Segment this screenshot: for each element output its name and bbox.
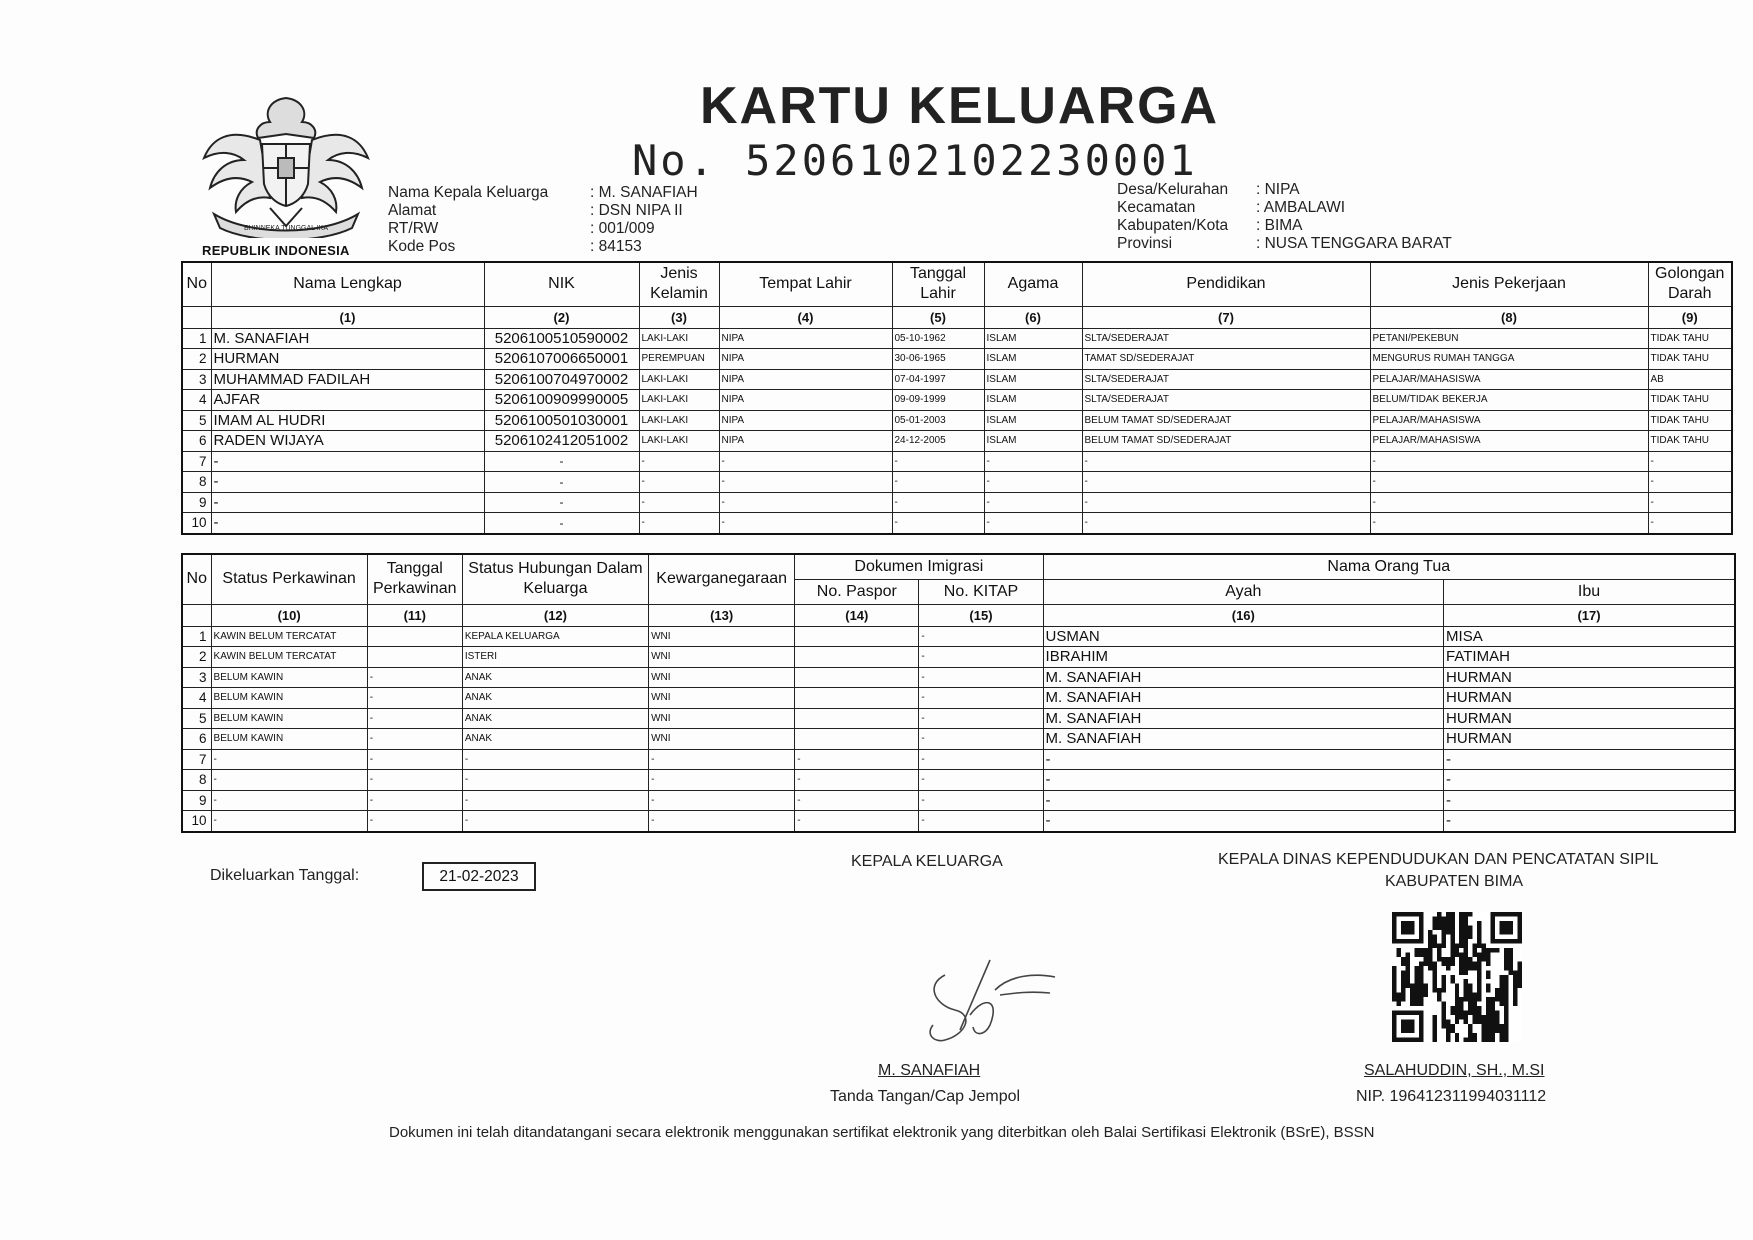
table-row <box>182 626 1735 647</box>
cell-jenis-kelamin: LAKI-LAKI <box>639 328 719 349</box>
table-row <box>182 770 1735 791</box>
cell-status-hubungan: ISTERI <box>462 647 648 668</box>
cell-tanggal-perkawinan: - <box>367 688 462 709</box>
cell-status-perkawinan: BELUM KAWIN <box>211 667 367 688</box>
cell-tanggal-lahir: 09-09-1999 <box>892 390 984 411</box>
header-nama-orang-tua: Nama Orang Tua <box>1043 554 1735 579</box>
cell-tanggal-lahir: - <box>892 513 984 534</box>
cell-status-perkawinan: BELUM KAWIN <box>211 729 367 750</box>
cell-row-no: 10 <box>182 513 211 534</box>
table-row <box>182 667 1735 688</box>
cell-pendidikan: SLTA/SEDERAJAT <box>1082 390 1370 411</box>
head-of-family-caption: Tanda Tangan/Cap Jempol <box>830 1088 1021 1105</box>
cell-tanggal-lahir: 07-04-1997 <box>892 369 984 390</box>
header-jenis-kelamin: Jenis Kelamin <box>639 262 719 306</box>
index-cell: (15) <box>919 604 1043 626</box>
header-status-hubungan: Status Hubungan Dalam Keluarga <box>462 554 648 604</box>
cell-pendidikan: - <box>1082 513 1370 534</box>
header-tanggal-perkawinan: Tanggal Perkawinan <box>367 554 462 604</box>
table-row <box>182 749 1735 770</box>
cell-tanggal-perkawinan <box>367 626 462 647</box>
index-cell: (14) <box>795 604 919 626</box>
cell-row-no: 5 <box>182 410 211 431</box>
cell-pendidikan: BELUM TAMAT SD/SEDERAJAT <box>1082 431 1370 452</box>
index-cell: (2) <box>484 306 639 328</box>
cell-status-hubungan: - <box>462 749 648 770</box>
cell-nik: - <box>484 451 639 472</box>
cell-nik: 5206102412051002 <box>484 431 639 452</box>
cell-agama: ISLAM <box>984 431 1082 452</box>
cell-row-no: 8 <box>182 472 211 493</box>
cell-status-hubungan: ANAK <box>462 688 648 709</box>
cell-tempat-lahir: - <box>719 513 892 534</box>
cell-nik: 5206100510590002 <box>484 328 639 349</box>
table-row <box>182 790 1735 811</box>
table-row <box>182 492 1732 513</box>
cell-ayah: - <box>1043 749 1444 770</box>
cell-tempat-lahir: NIPA <box>719 410 892 431</box>
cell-row-no: 4 <box>182 390 211 411</box>
cell-golongan-darah: TIDAK TAHU <box>1648 410 1732 431</box>
cell-tanggal-lahir: 05-10-1962 <box>892 328 984 349</box>
cell-ayah: M. SANAFIAH <box>1043 729 1444 750</box>
cell-row-no: 1 <box>182 626 211 647</box>
table-row <box>182 811 1735 832</box>
value-rt-rw: : 001/009 <box>590 220 655 237</box>
cell-jenis-pekerjaan: - <box>1370 513 1648 534</box>
cell-jenis-pekerjaan: MENGURUS RUMAH TANGGA <box>1370 349 1648 370</box>
index-cell: (6) <box>984 306 1082 328</box>
value-nama-kepala-keluarga: : M. SANAFIAH <box>590 184 698 201</box>
index-cell: (10) <box>211 604 367 626</box>
head-of-family-name: M. SANAFIAH <box>878 1062 981 1079</box>
cell-tanggal-perkawinan: - <box>367 770 462 791</box>
index-cell: (8) <box>1370 306 1648 328</box>
cell-nama-lengkap: AJFAR <box>211 390 484 411</box>
cell-agama: ISLAM <box>984 369 1082 390</box>
header-kewarganegaraan: Kewarganegaraan <box>649 554 795 604</box>
cell-tempat-lahir: - <box>719 451 892 472</box>
cell-status-perkawinan: BELUM KAWIN <box>211 688 367 709</box>
document-title: KARTU KELUARGA <box>700 77 1220 135</box>
label-rt-rw: RT/RW <box>388 220 439 237</box>
cell-status-hubungan: KEPALA KELUARGA <box>462 626 648 647</box>
cell-status-hubungan: ANAK <box>462 708 648 729</box>
cell-no-kitap: - <box>919 749 1043 770</box>
index-cell: (12) <box>462 604 648 626</box>
index-cell: (7) <box>1082 306 1370 328</box>
label-nama-kepala-keluarga: Nama Kepala Keluarga <box>388 184 549 201</box>
cell-jenis-kelamin: - <box>639 492 719 513</box>
index-cell-blank <box>182 306 211 328</box>
cell-no-kitap: - <box>919 667 1043 688</box>
label-provinsi: Provinsi <box>1117 235 1173 252</box>
cell-kewarganegaraan: - <box>649 770 795 791</box>
cell-row-no: 2 <box>182 349 211 370</box>
table-row <box>182 431 1732 452</box>
cell-tanggal-perkawinan <box>367 647 462 668</box>
e-signature-disclaimer: Dokumen ini telah ditandatangani secara elektronik menggunakan sertifikat elektronik yang diterbitkan oleh Balai Sertifikasi Elektronik (BSrE), BSSN <box>389 1124 1375 1141</box>
cell-ibu: MISA <box>1444 626 1735 647</box>
cell-jenis-pekerjaan: PELAJAR/MAHASISWA <box>1370 410 1648 431</box>
value-alamat: : DSN NIPA II <box>590 202 683 219</box>
signature-icon <box>915 955 1065 1055</box>
index-cell: (13) <box>649 604 795 626</box>
cell-status-perkawinan: - <box>211 770 367 791</box>
cell-row-no: 6 <box>182 431 211 452</box>
cell-row-no: 3 <box>182 369 211 390</box>
table-row <box>182 729 1735 750</box>
cell-nik: - <box>484 513 639 534</box>
cell-no-kitap: - <box>919 790 1043 811</box>
qr-code-icon <box>1392 912 1522 1042</box>
cell-tanggal-perkawinan: - <box>367 708 462 729</box>
cell-row-no: 4 <box>182 688 211 709</box>
cell-ayah: - <box>1043 790 1444 811</box>
family-members-table <box>181 261 1733 535</box>
official-nip: NIP. 196412311994031112 <box>1356 1088 1547 1105</box>
cell-jenis-pekerjaan: - <box>1370 472 1648 493</box>
country-caption: REPUBLIK INDONESIA <box>202 243 350 258</box>
table-row <box>182 708 1735 729</box>
cell-row-no: 3 <box>182 667 211 688</box>
cell-jenis-pekerjaan: - <box>1370 451 1648 472</box>
cell-row-no: 7 <box>182 749 211 770</box>
head-of-family-title: KEPALA KELUARGA <box>851 853 1003 870</box>
cell-tanggal-perkawinan: - <box>367 811 462 832</box>
cell-kewarganegaraan: WNI <box>649 626 795 647</box>
cell-no-paspor: - <box>795 749 919 770</box>
cell-status-perkawinan: - <box>211 749 367 770</box>
cell-ibu: HURMAN <box>1444 667 1735 688</box>
table-row <box>182 410 1732 431</box>
cell-golongan-darah: - <box>1648 492 1732 513</box>
cell-status-hubungan: - <box>462 811 648 832</box>
cell-kewarganegaraan: WNI <box>649 647 795 668</box>
cell-tanggal-lahir: 24-12-2005 <box>892 431 984 452</box>
header-dokumen-imigrasi: Dokumen Imigrasi <box>795 554 1043 579</box>
cell-no-paspor: - <box>795 811 919 832</box>
cell-ibu: HURMAN <box>1444 688 1735 709</box>
cell-agama: ISLAM <box>984 390 1082 411</box>
emblem-motto: BHINNEKA TUNGGAL IKA <box>243 225 329 232</box>
value-kabupaten-kota: : BIMA <box>1256 217 1303 234</box>
cell-status-perkawinan: BELUM KAWIN <box>211 708 367 729</box>
label-kode-pos: Kode Pos <box>388 238 456 255</box>
cell-no-paspor <box>795 667 919 688</box>
cell-tanggal-lahir: 30-06-1965 <box>892 349 984 370</box>
cell-nama-lengkap: IMAM AL HUDRI <box>211 410 484 431</box>
value-desa-kelurahan: : NIPA <box>1256 181 1300 198</box>
cell-tempat-lahir: NIPA <box>719 369 892 390</box>
cell-nik: 5206100704970002 <box>484 369 639 390</box>
marital-parents-table <box>181 553 1736 833</box>
cell-row-no: 10 <box>182 811 211 832</box>
cell-golongan-darah: TIDAK TAHU <box>1648 431 1732 452</box>
cell-tanggal-lahir: - <box>892 451 984 472</box>
header-no-kitap: No. KITAP <box>919 579 1043 604</box>
cell-ayah: IBRAHIM <box>1043 647 1444 668</box>
issued-label: Dikeluarkan Tanggal: <box>210 867 360 884</box>
cell-jenis-pekerjaan: - <box>1370 492 1648 513</box>
cell-tanggal-perkawinan: - <box>367 667 462 688</box>
cell-nik: 5206107006650001 <box>484 349 639 370</box>
cell-status-perkawinan: - <box>211 811 367 832</box>
cell-ayah: - <box>1043 770 1444 791</box>
cell-pendidikan: - <box>1082 451 1370 472</box>
cell-status-perkawinan: - <box>211 790 367 811</box>
cell-status-perkawinan: KAWIN BELUM TERCATAT <box>211 647 367 668</box>
header-tanggal-lahir: Tanggal Lahir <box>892 262 984 306</box>
official-title-line2: KABUPATEN BIMA <box>1385 873 1524 890</box>
cell-no-kitap: - <box>919 729 1043 750</box>
cell-nama-lengkap: - <box>211 492 484 513</box>
cell-tempat-lahir: NIPA <box>719 328 892 349</box>
cell-ibu: - <box>1444 770 1735 791</box>
value-kecamatan: : AMBALAWI <box>1256 199 1346 216</box>
cell-ibu: HURMAN <box>1444 729 1735 750</box>
table-row <box>182 688 1735 709</box>
cell-ibu: FATIMAH <box>1444 647 1735 668</box>
index-cell-blank <box>182 604 211 626</box>
cell-nama-lengkap: RADEN WIJAYA <box>211 431 484 452</box>
cell-tempat-lahir: NIPA <box>719 390 892 411</box>
cell-no-kitap: - <box>919 647 1043 668</box>
cell-ibu: - <box>1444 749 1735 770</box>
cell-tanggal-lahir: 05-01-2003 <box>892 410 984 431</box>
table-row <box>182 647 1735 668</box>
cell-golongan-darah: AB <box>1648 369 1732 390</box>
cell-row-no: 7 <box>182 451 211 472</box>
cell-agama: ISLAM <box>984 349 1082 370</box>
cell-status-hubungan: ANAK <box>462 729 648 750</box>
cell-agama: - <box>984 492 1082 513</box>
cell-jenis-kelamin: - <box>639 472 719 493</box>
cell-golongan-darah: TIDAK TAHU <box>1648 328 1732 349</box>
cell-tanggal-perkawinan: - <box>367 749 462 770</box>
cell-golongan-darah: TIDAK TAHU <box>1648 349 1732 370</box>
cell-pendidikan: TAMAT SD/SEDERAJAT <box>1082 349 1370 370</box>
cell-jenis-kelamin: PEREMPUAN <box>639 349 719 370</box>
table-row <box>182 451 1732 472</box>
table-row <box>182 472 1732 493</box>
cell-tanggal-lahir: - <box>892 472 984 493</box>
cell-golongan-darah: - <box>1648 513 1732 534</box>
cell-no-paspor <box>795 729 919 750</box>
garuda-emblem-icon <box>200 88 372 238</box>
header-no: No <box>182 262 211 306</box>
cell-ibu: - <box>1444 811 1735 832</box>
cell-no-paspor <box>795 708 919 729</box>
cell-row-no: 6 <box>182 729 211 750</box>
cell-no-paspor <box>795 626 919 647</box>
header-jenis-pekerjaan: Jenis Pekerjaan <box>1370 262 1648 306</box>
label-kabupaten-kota: Kabupaten/Kota <box>1117 217 1229 234</box>
cell-nik: 5206100501030001 <box>484 410 639 431</box>
cell-jenis-kelamin: - <box>639 513 719 534</box>
header-ayah: Ayah <box>1043 579 1444 604</box>
cell-no-paspor <box>795 647 919 668</box>
index-cell: (9) <box>1648 306 1732 328</box>
cell-nik: 5206100909990005 <box>484 390 639 411</box>
label-desa-kelurahan: Desa/Kelurahan <box>1117 181 1229 198</box>
left-header-fields <box>388 184 708 256</box>
cell-row-no: 8 <box>182 770 211 791</box>
header-no-paspor: No. Paspor <box>795 579 919 604</box>
cell-agama: - <box>984 472 1082 493</box>
cell-ayah: M. SANAFIAH <box>1043 688 1444 709</box>
index-cell: (1) <box>211 306 484 328</box>
cell-nik: - <box>484 472 639 493</box>
cell-jenis-kelamin: - <box>639 451 719 472</box>
cell-ayah: - <box>1043 811 1444 832</box>
cell-golongan-darah: TIDAK TAHU <box>1648 390 1732 411</box>
index-row <box>182 604 1735 626</box>
cell-row-no: 2 <box>182 647 211 668</box>
table-row <box>182 328 1732 349</box>
cell-tanggal-perkawinan: - <box>367 790 462 811</box>
cell-no-paspor: - <box>795 790 919 811</box>
cell-row-no: 9 <box>182 790 211 811</box>
cell-no-paspor <box>795 688 919 709</box>
table-row <box>182 369 1732 390</box>
cell-status-hubungan: - <box>462 790 648 811</box>
right-header-fields <box>1117 181 1517 253</box>
index-cell: (17) <box>1444 604 1735 626</box>
value-provinsi: : NUSA TENGGARA BARAT <box>1256 235 1452 252</box>
cell-kewarganegaraan: WNI <box>649 729 795 750</box>
cell-tempat-lahir: - <box>719 492 892 513</box>
cell-jenis-kelamin: LAKI-LAKI <box>639 369 719 390</box>
cell-row-no: 9 <box>182 492 211 513</box>
table-row <box>182 390 1732 411</box>
header-tempat-lahir: Tempat Lahir <box>719 262 892 306</box>
cell-jenis-pekerjaan: BELUM/TIDAK BEKERJA <box>1370 390 1648 411</box>
cell-agama: ISLAM <box>984 328 1082 349</box>
cell-agama: ISLAM <box>984 410 1082 431</box>
cell-nama-lengkap: - <box>211 451 484 472</box>
index-cell: (4) <box>719 306 892 328</box>
header-nik: NIK <box>484 262 639 306</box>
cell-no-kitap: - <box>919 770 1043 791</box>
cell-tempat-lahir: NIPA <box>719 431 892 452</box>
index-row <box>182 306 1732 328</box>
cell-ibu: - <box>1444 790 1735 811</box>
header-golongan-darah: Golongan Darah <box>1648 262 1732 306</box>
cell-tanggal-perkawinan: - <box>367 729 462 750</box>
index-cell: (3) <box>639 306 719 328</box>
header-agama: Agama <box>984 262 1082 306</box>
index-cell: (11) <box>367 604 462 626</box>
cell-no-kitap: - <box>919 688 1043 709</box>
cell-jenis-kelamin: LAKI-LAKI <box>639 390 719 411</box>
cell-nik: - <box>484 492 639 513</box>
header-pendidikan: Pendidikan <box>1082 262 1370 306</box>
official-name: SALAHUDDIN, SH., M.SI <box>1364 1062 1545 1079</box>
cell-jenis-kelamin: LAKI-LAKI <box>639 431 719 452</box>
cell-nama-lengkap: - <box>211 472 484 493</box>
cell-nama-lengkap: HURMAN <box>211 349 484 370</box>
cell-row-no: 5 <box>182 708 211 729</box>
table-row <box>182 513 1732 534</box>
cell-ibu: HURMAN <box>1444 708 1735 729</box>
cell-agama: - <box>984 451 1082 472</box>
label-alamat: Alamat <box>388 202 437 219</box>
cell-kewarganegaraan: WNI <box>649 688 795 709</box>
cell-kewarganegaraan: WNI <box>649 667 795 688</box>
cell-pendidikan: - <box>1082 492 1370 513</box>
cell-no-kitap: - <box>919 811 1043 832</box>
cell-golongan-darah: - <box>1648 451 1732 472</box>
cell-row-no: 1 <box>182 328 211 349</box>
cell-tempat-lahir: - <box>719 472 892 493</box>
official-title-line1: KEPALA DINAS KEPENDUDUKAN DAN PENCATATAN SIPIL <box>1218 851 1659 868</box>
label-kecamatan: Kecamatan <box>1117 199 1196 216</box>
table-row <box>182 349 1732 370</box>
issued-date: 21-02-2023 <box>422 862 536 891</box>
cell-kewarganegaraan: - <box>649 790 795 811</box>
cell-nama-lengkap: - <box>211 513 484 534</box>
index-cell: (5) <box>892 306 984 328</box>
cell-kewarganegaraan: - <box>649 811 795 832</box>
cell-jenis-pekerjaan: PELAJAR/MAHASISWA <box>1370 369 1648 390</box>
index-cell: (16) <box>1043 604 1444 626</box>
cell-nama-lengkap: M. SANAFIAH <box>211 328 484 349</box>
header-no: No <box>182 554 211 604</box>
header-nama-lengkap: Nama Lengkap <box>211 262 484 306</box>
document-number: No. 5206102102230001 <box>632 136 1198 185</box>
cell-ayah: USMAN <box>1043 626 1444 647</box>
header-status-perkawinan: Status Perkawinan <box>211 554 367 604</box>
cell-tempat-lahir: NIPA <box>719 349 892 370</box>
cell-tanggal-lahir: - <box>892 492 984 513</box>
cell-status-perkawinan: KAWIN BELUM TERCATAT <box>211 626 367 647</box>
cell-nama-lengkap: MUHAMMAD FADILAH <box>211 369 484 390</box>
cell-ayah: M. SANAFIAH <box>1043 708 1444 729</box>
cell-agama: - <box>984 513 1082 534</box>
cell-status-hubungan: ANAK <box>462 667 648 688</box>
cell-pendidikan: BELUM TAMAT SD/SEDERAJAT <box>1082 410 1370 431</box>
cell-status-hubungan: - <box>462 770 648 791</box>
cell-jenis-pekerjaan: PETANI/PEKEBUN <box>1370 328 1648 349</box>
cell-jenis-pekerjaan: PELAJAR/MAHASISWA <box>1370 431 1648 452</box>
cell-pendidikan: - <box>1082 472 1370 493</box>
header-ibu: Ibu <box>1444 579 1735 604</box>
value-kode-pos: : 84153 <box>590 238 642 255</box>
cell-jenis-kelamin: LAKI-LAKI <box>639 410 719 431</box>
cell-pendidikan: SLTA/SEDERAJAT <box>1082 328 1370 349</box>
cell-no-paspor: - <box>795 770 919 791</box>
cell-golongan-darah: - <box>1648 472 1732 493</box>
cell-kewarganegaraan: WNI <box>649 708 795 729</box>
cell-kewarganegaraan: - <box>649 749 795 770</box>
cell-pendidikan: SLTA/SEDERAJAT <box>1082 369 1370 390</box>
cell-no-kitap: - <box>919 708 1043 729</box>
cell-ayah: M. SANAFIAH <box>1043 667 1444 688</box>
cell-no-kitap: - <box>919 626 1043 647</box>
